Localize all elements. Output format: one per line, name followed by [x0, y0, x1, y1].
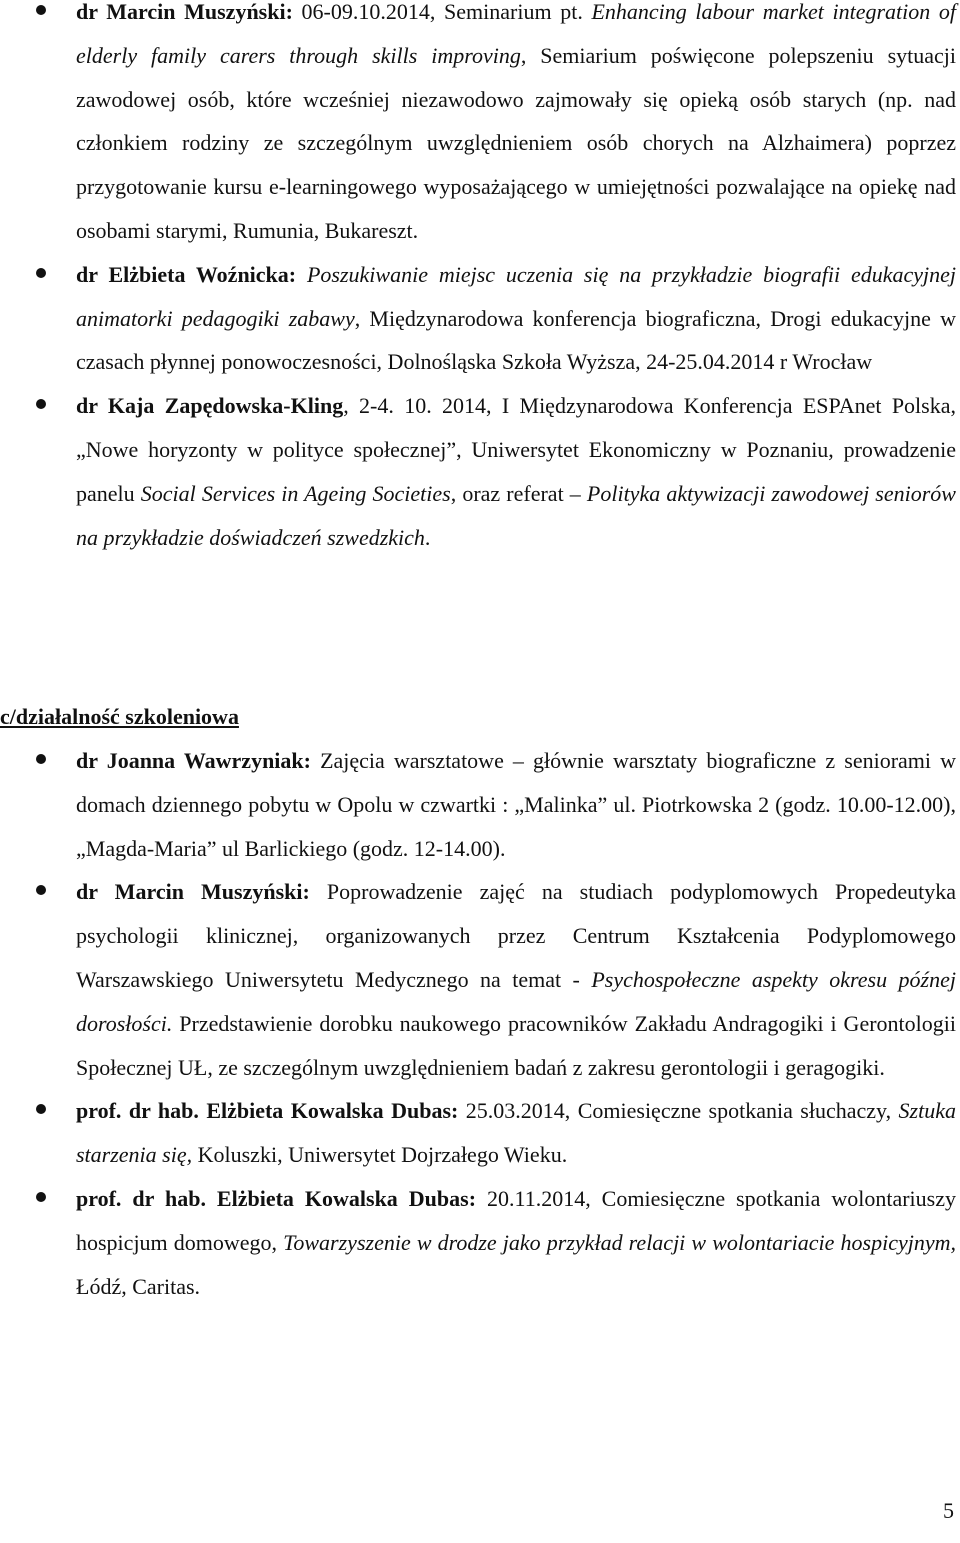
- item-text: Przedstawienie dorobku naukowego pracowników Zakładu Andragogiki i Gerontologii Społecznej UŁ, ze szczególnym uwzględnieniem badań z zakresu gerontologii i geragogiki.: [76, 1010, 956, 1080]
- list-item: [0, 0, 960, 253]
- item-text: , Semiarium poświęcone polepszeniu sytuacji zawodowej osób, które wcześniej niezawodowo zajmowały się opieką osób starych (np. nad członkiem rodziny ze szczególnym uwzględnieniem osób chorych na Alzhaimera) poprzez przygotowanie kursu e-learningowego wyposażającego w umiejętności pozwalające na opiekę nad osobami starymi, Rumunia, Bukareszt.: [76, 42, 957, 243]
- item-title-italic: Towarzyszenie w drodze jako przykład relacji w wolontariacie hospicyjnym,: [283, 1229, 956, 1255]
- item-text: 25.03.2014, Comiesięczne spotkania słuchaczy,: [458, 1098, 899, 1124]
- list-item: [0, 739, 960, 870]
- item-author: dr Elżbieta Woźnicka:: [76, 261, 297, 287]
- list-item: [0, 1177, 960, 1308]
- item-author: dr Marcin Muszyński:: [76, 879, 310, 905]
- section-heading: c/działalność szkoleniowa: [0, 704, 239, 729]
- item-title-italic: Poszukiwanie miejsc uczenia się na przykładzie biografii edukacyjnej animatorki pedagogiki zabawy: [76, 261, 957, 331]
- item-text: 20.11.2014, Comiesięczne spotkania wolontariuszy hospicjum domowego,: [76, 1185, 956, 1255]
- list-item: [0, 384, 960, 559]
- item-text: Koluszki, Uniwersytet Dojrzałego Wieku.: [192, 1142, 568, 1168]
- item-title-italic: Polityka aktywizacji zawodowej seniorów na przykładzie doświadczeń szwedzkich: [76, 480, 956, 550]
- item-author: dr Joanna Wawrzyniak:: [76, 748, 311, 773]
- item-text: [296, 262, 307, 287]
- item-title-italic: Enhancing labour market integration of elderly family carers through skills improving: [76, 0, 956, 68]
- item-text: 06-09.10.2014, Seminarium pt.: [292, 0, 592, 24]
- item-title-italic: Sztuka starzenia się,: [76, 1098, 956, 1168]
- item-author: prof. dr hab. Elżbieta Kowalska Dubas:: [76, 1098, 459, 1124]
- item-text: , oraz referat –: [450, 480, 587, 506]
- item-text: .: [424, 524, 431, 550]
- item-title-italic: Social Services in Ageing Societies: [140, 480, 451, 506]
- item-text: Łódź, Caritas.: [76, 1273, 201, 1299]
- item-author: dr Marcin Muszyński:: [76, 0, 293, 24]
- publication-list: [0, 0, 960, 559]
- item-text: , Międzynarodowa konferencja biograficzna, Drogi edukacyjne w czasach płynnej ponowoczesności, Dolnośląska Szkoła Wyższa, 24-25.04.2014 r Wrocław: [76, 305, 956, 375]
- list-item: [0, 870, 960, 1089]
- list-item: [0, 253, 960, 384]
- item-text: Zajęcia warsztatowe – głównie warsztaty biograficzne z seniorami w domach dziennego pobytu w Opolu w czwartki : „Malinka” ul. Piotrkowska 2 (godz. 10.00-12.00), „Magda-Maria” ul Barlickiego (godz. 12-14.00).: [76, 748, 956, 861]
- item-text: Poprowadzenie zajęć na studiach podyplomowych Propedeutyka psychologii klinicznej, organizowanych przez Centrum Kształcenia Podyplomowego Warszawskiego Uniwersytetu Medycznego na temat -: [76, 879, 956, 992]
- list-item: [0, 1089, 960, 1177]
- item-author: prof. dr hab. Elżbieta Kowalska Dubas:: [76, 1185, 477, 1211]
- item-text: , 2-4. 10. 2014, I Międzynarodowa Konferencja ESPAnet Polska, „Nowe horyzonty w polityce społecznej”, Uniwersytet Ekonomiczny w Poznaniu, prowadzenie panelu: [76, 393, 956, 506]
- page-number: 5: [943, 1498, 954, 1523]
- training-activity-list: [0, 739, 960, 1308]
- item-author: dr Kaja Zapędowska-Kling: [76, 393, 344, 419]
- item-title-italic: Psychospołeczne aspekty okresu późnej dorosłości.: [76, 966, 956, 1036]
